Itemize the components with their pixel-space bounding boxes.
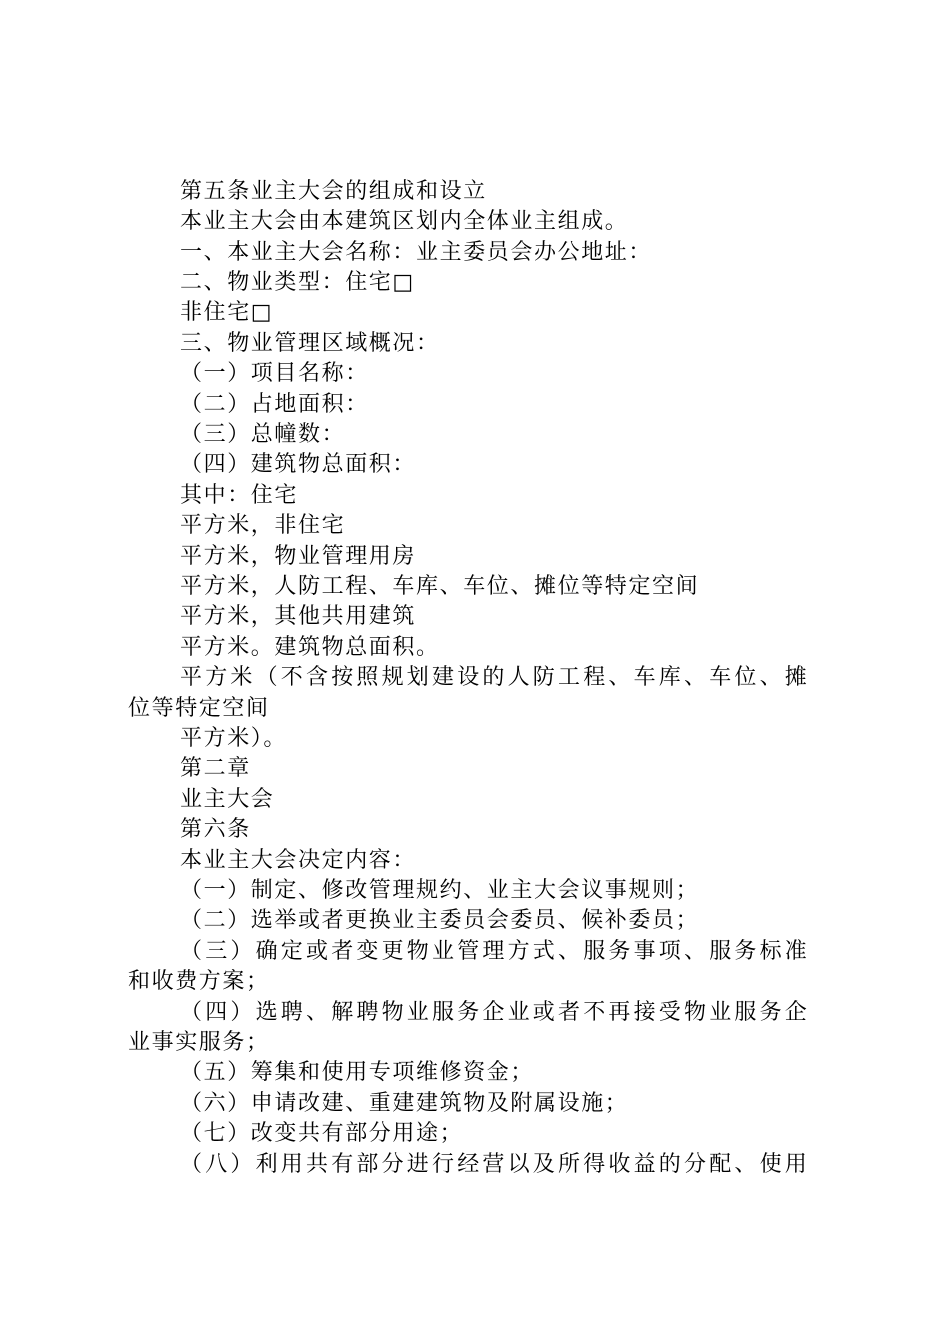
- paragraph: 平方米，其他共用建筑: [180, 604, 417, 629]
- list-item: （二）选举或者更换业主委员会委员、候补委员；: [180, 908, 700, 933]
- paragraph: 本业主大会由本建筑区划内全体业主组成。: [180, 209, 629, 234]
- list-item-continuation: 和收费方案；: [128, 969, 270, 994]
- paragraph: 平方米。建筑物总面积。: [180, 635, 440, 660]
- list-item: （二）占地面积：: [180, 392, 369, 417]
- list-item: （六）申请改建、重建建筑物及附属设施；: [180, 1091, 629, 1116]
- list-item: （五）筹集和使用专项维修资金；: [180, 1060, 535, 1085]
- list-item: （一）制定、修改管理规约、业主大会议事规则；: [180, 878, 700, 903]
- list-item: （一）项目名称：: [180, 361, 369, 386]
- paragraph: 其中：住宅: [180, 483, 299, 508]
- list-item: （七）改变共有部分用途；: [180, 1121, 464, 1146]
- list-item: （四）选聘、解聘物业服务企业或者不再接受物业服务企: [180, 1000, 811, 1025]
- article-5-heading: 第五条业主大会的组成和设立: [180, 179, 487, 204]
- list-item: （四）建筑物总面积：: [180, 452, 417, 477]
- paragraph: 本业主大会决定内容：: [180, 848, 417, 873]
- paragraph: 平方米，物业管理用房: [180, 544, 417, 569]
- paragraph: 位等特定空间: [128, 696, 270, 721]
- list-item: （三）确定或者变更物业管理方式、服务事项、服务标准: [180, 939, 811, 964]
- chapter-number: 第二章: [180, 756, 251, 781]
- article-6-heading: 第六条: [180, 817, 251, 842]
- chapter-title: 业主大会: [180, 787, 275, 812]
- paragraph: 平方米）。: [180, 726, 288, 751]
- paragraph: 非住宅□: [180, 300, 274, 325]
- list-item: （三）总幢数：: [180, 422, 346, 447]
- paragraph: 二、物业类型：住宅□: [180, 270, 415, 295]
- list-item-continuation: 业事实服务；: [128, 1030, 270, 1055]
- paragraph: 三、物业管理区域概况：: [180, 331, 440, 356]
- paragraph: 平方米，非住宅: [180, 513, 346, 538]
- paragraph: 平方米，人防工程、车库、车位、摊位等特定空间: [180, 574, 700, 599]
- paragraph: 一、本业主大会名称：业主委员会办公地址：: [180, 240, 653, 265]
- paragraph: 平方米（不含按照规划建设的人防工程、车库、车位、摊: [180, 665, 811, 690]
- list-item: （八）利用共有部分进行经营以及所得收益的分配、使用: [180, 1152, 811, 1177]
